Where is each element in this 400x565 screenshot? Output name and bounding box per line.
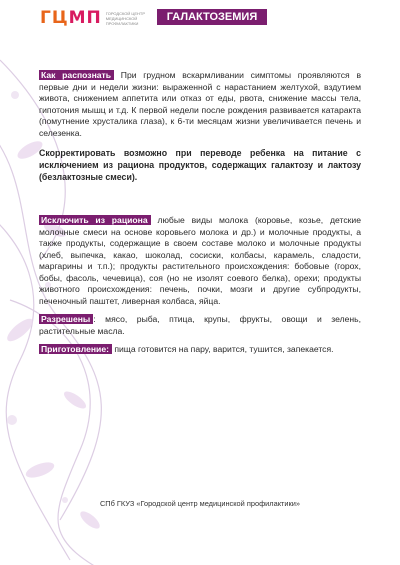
logo-text-part-2: МП <box>68 8 102 28</box>
section-recognize <box>39 70 361 139</box>
logo-mark <box>40 8 102 28</box>
section-text-cooking: пища готовится на пару, варится, тушится, запекается. <box>111 344 334 354</box>
section-correct: Скорректировать возможно при переводе ребенка на питание с исключением из рациона продуктов, содержащих галактозу и лактозу (безлактозные смеси). <box>39 148 361 182</box>
content-body <box>39 70 361 356</box>
section-text-allowed: : мясо, рыба, птица, крупы, фрукты, овощи и зелень, растительные масла. <box>39 314 361 336</box>
section-cooking <box>39 344 361 356</box>
section-text-recognize: При грудном вскармливании симптомы проявляются в первые дни и недели жизни: выраженной с нарастанием желтухой, вздутием живота, снижением аппетита или отказ от еды, рвота, снижение массы тела, гипотония мышц и т.д. К первой недели после рождения развивается катаракта (помутнение хрусталика глаза), к 6-ти месяцам жизни увеличивается печень и селезенка. <box>39 70 362 138</box>
footer-organization: СПб ГКУЗ «Городской центр медицинской профилактики» <box>99 499 301 508</box>
section-label-allowed: Разрешены <box>39 314 93 324</box>
section-exclude <box>39 215 361 307</box>
page-title: ГАЛАКТОЗЕМИЯ <box>157 9 267 25</box>
logo-text-part-1: ГЦ <box>40 8 69 28</box>
section-text-exclude: любые виды молока (коровье, козье, детские молочные смеси на основе коровьего молока и др.) и молочные продукты, а также продукты, содержащие в своем составе молоко и молочные продукты (хлеб, выпечка, какао, шоколад, сосиски, колбасы, карамель, сладости, маргарины и т.п.); продукты растительного происхождения: бобовые (горох, бобы, фасоль, чечевица), соя (но не изолят соевого белка), орехи; продукты животного происхождения: печень, почки, мозги и другие субпродукты, печеночный паштет, ливерная колбаса, яйца. <box>39 215 361 306</box>
logo <box>40 8 146 28</box>
logo-subtitle-line: МЕДИЦИНСКОЙ <box>105 15 138 21</box>
section-label-exclude: Исключить из рациона <box>39 215 151 225</box>
logo-subtitle-line: ПРОФИЛАКТИКИ <box>105 20 139 26</box>
logo-subtitle-line: ГОРОДСКОЙ ЦЕНТР <box>105 10 146 16</box>
logo-subtitle <box>106 11 146 26</box>
section-label-recognize: Как распознать <box>39 70 114 80</box>
section-allowed <box>39 314 361 337</box>
section-label-cooking: Приготовление: <box>39 344 112 354</box>
